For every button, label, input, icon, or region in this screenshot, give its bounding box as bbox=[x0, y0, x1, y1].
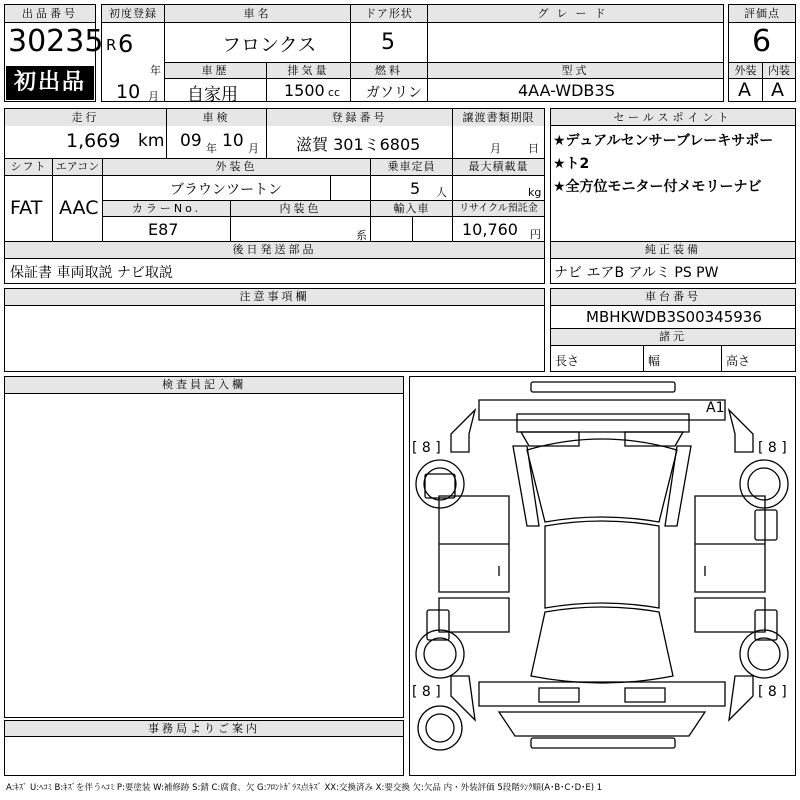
exterior-color-label: 外装色 bbox=[103, 159, 370, 175]
fuel-label: 燃料 bbox=[351, 63, 427, 78]
model-label: 型式 bbox=[428, 63, 723, 78]
transfer-label: 譲渡書類期限 bbox=[453, 109, 544, 126]
car-name-label: 車名 bbox=[165, 5, 350, 22]
int-score-label: 内装 bbox=[763, 63, 795, 78]
max-load-label: 最大積載量 bbox=[453, 159, 544, 175]
mileage-unit: km bbox=[138, 131, 165, 151]
score-label: 評価点 bbox=[729, 5, 795, 22]
import-label: 輸入車 bbox=[371, 201, 452, 216]
lot-number: 30235 bbox=[8, 24, 104, 59]
ac-value: AAC bbox=[59, 197, 99, 219]
inspection-month-unit: 月 bbox=[248, 142, 259, 155]
dims-height-label: 高さ bbox=[726, 354, 751, 368]
options-label: 純正装備 bbox=[551, 242, 795, 258]
inspector-label: 検査員記入欄 bbox=[5, 377, 403, 393]
door-label: ドア形状 bbox=[351, 5, 427, 22]
mileage-value: 1,669 bbox=[66, 130, 121, 152]
first-listing-badge: 初出品 bbox=[6, 66, 94, 100]
tyre-tread-front-left: [ 8 ] bbox=[412, 440, 441, 456]
first-reg-year-unit: 年 bbox=[150, 64, 161, 77]
grade-label: グレード bbox=[428, 5, 723, 22]
capacity-value: 5 bbox=[410, 179, 421, 198]
selling-point-2: ★ト2 bbox=[553, 156, 590, 172]
transfer-month-unit: 月 bbox=[490, 142, 501, 155]
selling-points-label: セールスポイント bbox=[551, 109, 795, 126]
inspection-year-unit: 年 bbox=[206, 142, 217, 155]
history-value: 自家用 bbox=[187, 85, 238, 105]
interior-color-label: 内装色 bbox=[231, 201, 370, 216]
car-outline-diagram bbox=[409, 376, 796, 776]
transfer-day-unit: 日 bbox=[528, 142, 539, 155]
dims-label: 諸元 bbox=[551, 329, 795, 345]
lot-label: 出品番号 bbox=[5, 5, 95, 22]
history-label: 車歴 bbox=[165, 63, 266, 78]
score-value: 6 bbox=[752, 24, 772, 59]
recycle-value: 10,760 bbox=[462, 220, 518, 239]
capacity-label: 乗車定員 bbox=[371, 159, 452, 175]
tyre-tread-front-right: [ 8 ] bbox=[758, 440, 787, 456]
door-value: 5 bbox=[381, 30, 395, 55]
fuel-value: ガソリン bbox=[366, 85, 422, 101]
damage-mark-a1: A1 bbox=[706, 400, 725, 416]
inspection-month: 10 bbox=[222, 131, 244, 151]
damage-legend: A:ｷｽﾞ U:ﾍｺﾐ B:ｷｽﾞを伴うﾍｺﾐ P:要塗装 W:補修跡 S:錆 C:腐食、欠 G:ﾌﾛﾝﾄｶﾞﾗｽ点ｷｽﾞ XX:交換済み X:要交換 欠:欠品 内・外装評価 5段階ﾗﾝｸ順(A･B･C･D･E) 1 bbox=[6, 783, 603, 793]
first-reg-month-unit: 月 bbox=[148, 90, 159, 103]
later-parts-label: 後日発送部品 bbox=[5, 242, 544, 258]
model-value: 4AA-WDB3S bbox=[518, 81, 615, 100]
ac-label: エアコン bbox=[53, 159, 102, 175]
first-reg-label: 初度登録 bbox=[102, 5, 164, 22]
dims-width-label: 幅 bbox=[648, 354, 661, 368]
color-no-label: カラーNo. bbox=[103, 201, 230, 216]
inspection-year: 09 bbox=[180, 131, 202, 151]
ext-score-value: A bbox=[738, 79, 751, 101]
chassis-value: MBHKWDB3S00345936 bbox=[586, 308, 762, 326]
first-reg-year: 6 bbox=[118, 30, 134, 58]
selling-point-3: ★全方位モニター付メモリーナビ bbox=[553, 179, 762, 195]
displacement-label: 排気量 bbox=[267, 63, 350, 78]
car-name-value: フロンクス bbox=[222, 34, 317, 56]
first-reg-era: R bbox=[106, 36, 117, 54]
displacement-value: 1500 bbox=[284, 81, 325, 100]
shift-value: FAT bbox=[10, 197, 43, 219]
interior-color-unit: 系 bbox=[356, 229, 367, 242]
color-no-value: E87 bbox=[148, 220, 179, 239]
displacement-unit: cc bbox=[328, 86, 341, 99]
inspector-box bbox=[4, 376, 404, 718]
reg-number-label: 登録番号 bbox=[267, 109, 452, 126]
shift-label: シフト bbox=[5, 159, 52, 175]
mileage-label: 走行 bbox=[5, 109, 166, 126]
options-value: ナビ エアB アルミ PS PW bbox=[554, 265, 719, 281]
exterior-color-value: ブラウンツートン bbox=[170, 182, 282, 198]
dims-length-label: 長さ bbox=[555, 354, 580, 368]
int-score-value: A bbox=[771, 79, 784, 101]
selling-point-1: ★デュアルセンサーブレーキサポー bbox=[553, 133, 774, 149]
reg-number-value: 滋賀 301ミ6805 bbox=[296, 135, 421, 154]
tyre-tread-rear-right: [ 8 ] bbox=[758, 684, 787, 700]
office-label: 事務局よりご案内 bbox=[5, 721, 403, 736]
max-load-unit: kg bbox=[528, 186, 542, 199]
notes-label: 注意事項欄 bbox=[5, 289, 544, 305]
recycle-label: リサイクル預託金 bbox=[453, 201, 544, 216]
inspection-label: 車検 bbox=[167, 109, 266, 126]
ext-score-label: 外装 bbox=[729, 63, 762, 78]
capacity-unit: 人 bbox=[436, 186, 447, 199]
chassis-label: 車台番号 bbox=[551, 289, 795, 305]
first-reg-month: 10 bbox=[116, 81, 141, 103]
later-parts-value: 保証書 車両取説 ナビ取説 bbox=[10, 265, 173, 281]
tyre-tread-rear-left: [ 8 ] bbox=[412, 684, 441, 700]
recycle-unit: 円 bbox=[530, 228, 541, 241]
